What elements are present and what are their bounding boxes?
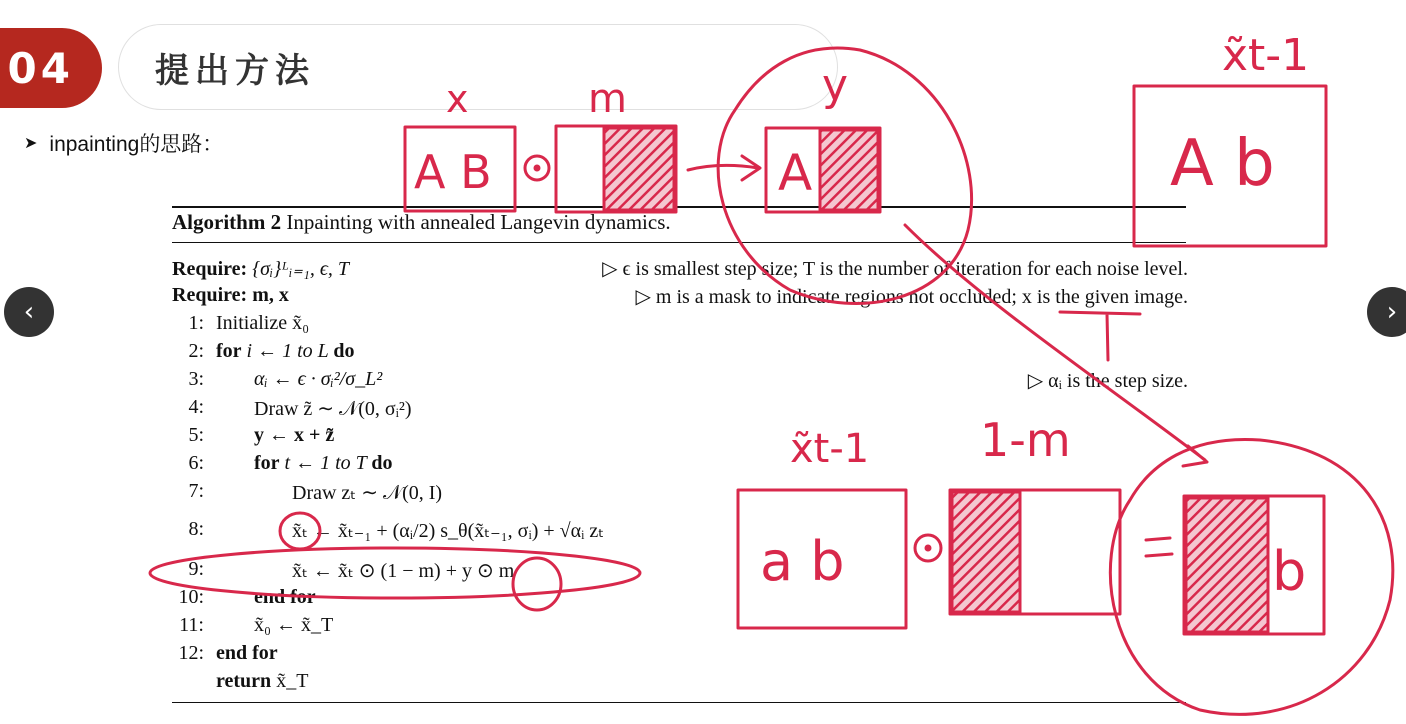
bullet-text: inpainting的思路：: [49, 133, 224, 156]
keyword: do: [371, 452, 393, 474]
circle-line-9: [150, 548, 640, 598]
circle-xt: [280, 513, 320, 549]
algorithm-line-4: Draw z̃ ∼ 𝒩(0, σᵢ²): [254, 398, 412, 420]
code: i ← 1 to L: [241, 340, 334, 362]
line-number: 2:: [188, 340, 204, 362]
text-AB: A B: [414, 145, 492, 199]
line-number: 4:: [188, 396, 204, 418]
algorithm-line-9: x̃ₜ ← x̃ₜ ⊙ (1 − m) + y ⊙ m: [292, 560, 515, 582]
code: αᵢ ← ϵ · σᵢ²/σ_L²: [254, 368, 383, 390]
mask-hatch-top: [604, 128, 674, 210]
algorithm-caption-text: Inpainting with annealed Langevin dynamics.: [286, 210, 671, 234]
line-number: 8:: [188, 518, 204, 540]
algorithm-line-1: Initialize x̃₀: [216, 312, 310, 334]
line-3-comment: ▷ αᵢ is the step size.: [1027, 370, 1188, 392]
circle-y: [513, 558, 561, 610]
label-xt1-top: x̃t-1: [1222, 30, 1310, 81]
label-x: x: [446, 77, 469, 121]
label-xt1-bottom: x̃t-1: [790, 426, 870, 472]
text-A: A: [778, 144, 813, 202]
keyword: for: [216, 340, 242, 362]
arrow-to-y: [688, 156, 760, 180]
chevron-right-icon: ›: [1386, 297, 1398, 327]
chevron-left-icon: ‹: [23, 297, 35, 327]
label-1m: 1-m: [980, 413, 1071, 467]
keyword: return: [216, 670, 272, 692]
line-number: 12:: [178, 642, 204, 664]
equals-sign: [1146, 538, 1172, 556]
line-number: 10:: [178, 586, 204, 608]
algorithm-line-11: x̃₀ ← x̃_T: [254, 614, 334, 636]
code: t ← 1 to T: [279, 452, 372, 474]
keyword: do: [333, 340, 355, 362]
keyword: for: [254, 452, 280, 474]
label-y: y: [822, 60, 849, 111]
line-number: 11:: [179, 614, 204, 636]
line-number: 9:: [188, 558, 204, 580]
mask-hatch-result: [1186, 498, 1268, 632]
require-2-label: Require:: [172, 284, 248, 306]
require-1-label: Require:: [172, 258, 248, 280]
mask-hatch-y: [820, 130, 878, 210]
require-1-math: {σᵢ}ᴸᵢ₌₁, ϵ, T: [252, 258, 350, 280]
text-b: b: [1272, 540, 1307, 603]
code: y ← x + z̃: [254, 424, 335, 446]
keyword: end for: [216, 642, 278, 664]
algorithm-line-8: x̃ₜ ← x̃ₜ₋₁ + (αᵢ/2) s_θ(x̃ₜ₋₁, σᵢ) + √αᵢ zₜ: [292, 520, 605, 542]
require-2-math: m, x: [252, 284, 289, 306]
line-number: 3:: [188, 368, 204, 390]
line-number: 1:: [188, 312, 204, 334]
plus-mark: [1060, 312, 1140, 360]
page-title: 提出方法: [155, 50, 315, 91]
line-number: 7:: [188, 480, 204, 502]
section-number: 04: [7, 43, 74, 93]
algorithm-line-7: Draw zₜ ∼ 𝒩(0, I): [292, 482, 443, 504]
label-m: m: [588, 76, 627, 122]
keyword: end for: [254, 586, 316, 608]
require-1-comment: ▷ ϵ is smallest step size; T is the number of iteration for each noise level.: [602, 258, 1188, 280]
line-number: 5:: [188, 424, 204, 446]
algorithm-caption-label: Algorithm 2: [172, 210, 282, 234]
mask-hatch-1m: [952, 492, 1020, 612]
text-ab: a b: [760, 530, 845, 593]
line-number: 6:: [188, 452, 204, 474]
bullet-arrow-icon: ➤: [24, 135, 38, 152]
code: x̃_T: [271, 670, 309, 692]
require-2-comment: ▷ m is a mask to indicate regions not occluded; x is the given image.: [635, 286, 1188, 308]
text-Ab: A b: [1170, 127, 1275, 201]
